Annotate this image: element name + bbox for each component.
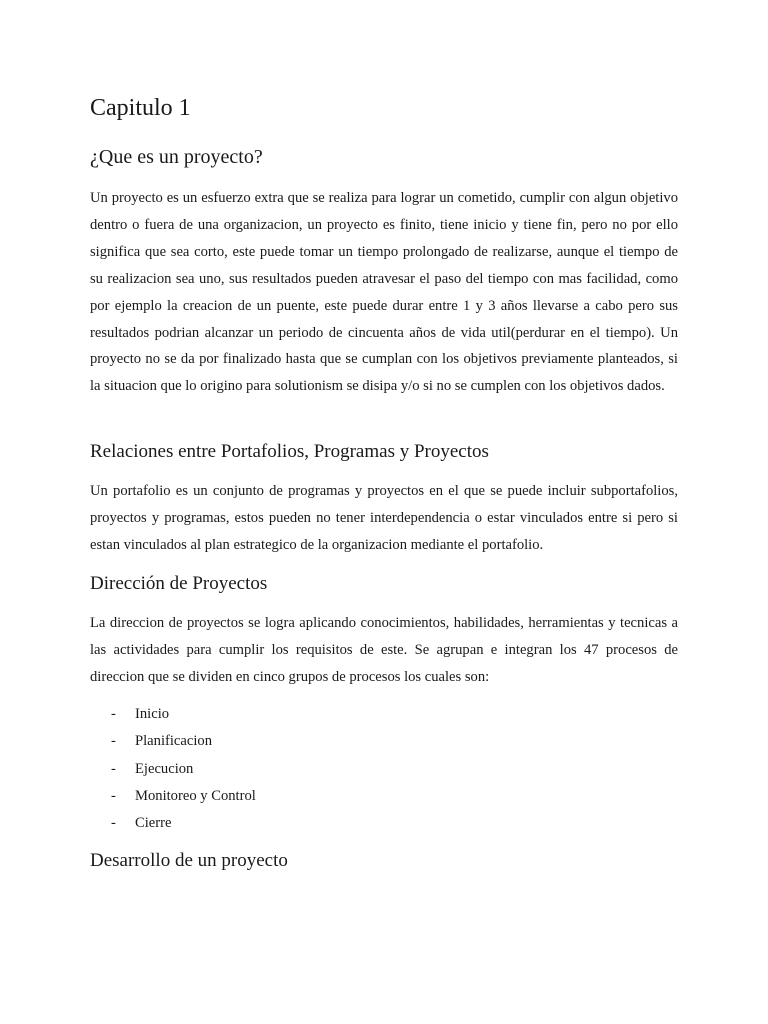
section-heading-relaciones: Relaciones entre Portafolios, Programas y Proyectos (90, 441, 489, 462)
section-heading-desarrollo: Desarrollo de un proyecto (90, 850, 288, 871)
list-item-label: Cierre (135, 815, 172, 832)
bullet-dash: - (111, 733, 116, 750)
bullet-dash: - (111, 815, 116, 832)
bullet-dash: - (111, 760, 116, 777)
chapter-title: Capitulo 1 (90, 95, 191, 121)
paragraph-que-es: Un proyecto es un esfuerzo extra que se realiza para lograr un cometido, cumplir con algun objetivo dentro o fuera de una organizacion, un proyecto es finito, tiene inicio y tiene fin, pero no por ello significa que sea corto, este puede tomar un tiempo prolongado de realizarse, aunque el tiempo de su realizacion sea uno, sus resultados pueden atravesar el paso del tiempo con mas facilidad, como por ejemplo la creacion de un puente, este puede durar entre 1 y 3 años llevarse a cabo pero sus resultados podrian alcanzar un periodo de cincuenta años de vida util(perdurar en el tiempo). Un proyecto no se da por finalizado hasta que se cumplan con los objetivos previamente planteados, si la situacion que lo origino para solutionism se disipa y/o si no se cumplen con los objetivos dados. (90, 190, 678, 395)
bullet-dash: - (111, 787, 116, 804)
list-item-label: Planificacion (135, 733, 212, 750)
bullet-dash: - (111, 706, 116, 722)
section-heading-que-es: ¿Que es un proyecto? (90, 146, 263, 168)
section-heading-direccion: Dirección de Proyectos (90, 573, 268, 594)
paragraph-relaciones: Un portafolio es un conjunto de programas y proyectos en el que se puede incluir subportafolios, proyectos y programas, estos pueden no tener interdependencia o estar vinculados entre si pero si estan vinculados al plan estrategico de la organizacion mediante el portafolio. (90, 483, 678, 553)
list-item-label: Monitoreo y Control (135, 787, 256, 804)
list-item-label: Inicio (135, 706, 170, 722)
paragraph-direccion: La direccion de proyectos se logra aplicando conocimientos, habilidades, herramientas y tecnicas a las actividades para cumplir los requisitos de este. Se agrupan e integran los 47 procesos de direccion que se dividen en cinco grupos de procesos los cuales son: (90, 615, 678, 685)
list-item-label: Ejecucion (135, 760, 194, 777)
